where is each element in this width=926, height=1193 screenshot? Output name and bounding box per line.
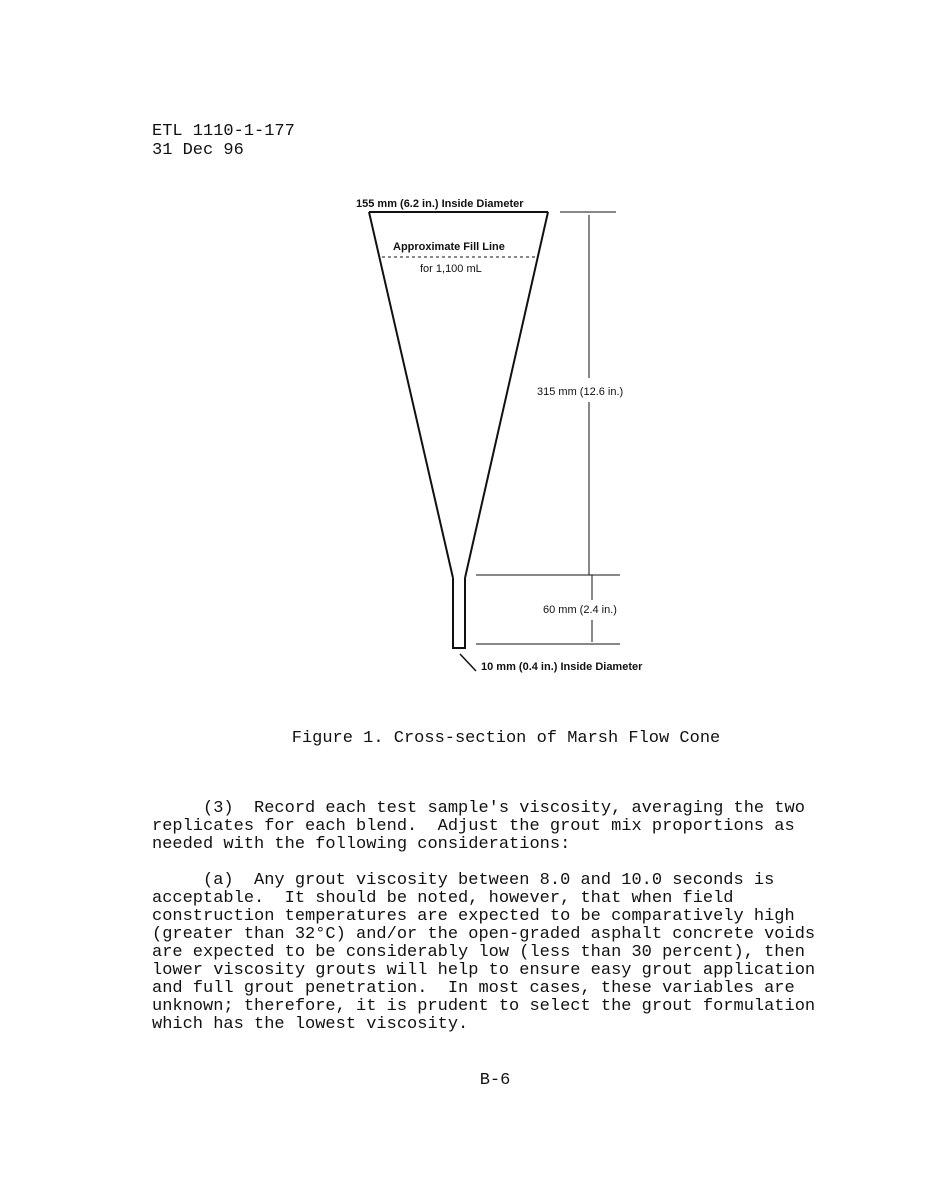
document-date: 31 Dec 96 (152, 141, 244, 160)
figure-caption: Figure 1. Cross-section of Marsh Flow Cone (291, 729, 721, 748)
paragraph-line: acceptable. It should be noted, however, that when field (152, 889, 734, 908)
paragraph-line: (3) Record each test sample's viscosity, averaging the two (152, 799, 805, 818)
paragraph-line: replicates for each blend. Adjust the grout mix proportions as (152, 817, 795, 836)
body-text (152, 800, 872, 1052)
paragraph-line: (a) Any grout viscosity between 8.0 and 10.0 seconds is (152, 871, 775, 890)
paragraph-line: which has the lowest viscosity. (152, 1015, 469, 1034)
paragraph-line: needed with the following considerations: (152, 835, 571, 854)
top-diameter-label: 155 mm (6.2 in.) Inside Diameter (356, 198, 524, 210)
height-label: 315 mm (12.6 in.) (537, 386, 624, 398)
fill-volume-label: for 1,100 mL (420, 263, 482, 275)
paragraph-line: are expected to be considerably low (less than 30 percent), then (152, 943, 805, 962)
tube-length-label: 60 mm (2.4 in.) (543, 604, 617, 616)
tube-diameter-leader (460, 654, 476, 671)
tube-diameter-label: 10 mm (0.4 in.) Inside Diameter (481, 661, 643, 673)
fill-line-label: Approximate Fill Line (393, 241, 505, 253)
paragraph-line: lower viscosity grouts will help to ensure easy grout application (152, 961, 816, 980)
page-number: B-6 (479, 1071, 511, 1090)
outlet-tube (453, 578, 465, 648)
paragraph-line: unknown; therefore, it is prudent to select the grout formulation (152, 997, 816, 1016)
paragraph-3 (152, 800, 872, 854)
cone-outline (369, 212, 548, 648)
document-id: ETL 1110-1-177 (152, 122, 295, 141)
paragraph-line: (greater than 32°C) and/or the open-graded asphalt concrete voids (152, 925, 816, 944)
paragraph-a (152, 872, 872, 1034)
paragraph-line: construction temperatures are expected to be comparatively high (152, 907, 795, 926)
paragraph-line: and full grout penetration. In most cases, these variables are (152, 979, 795, 998)
